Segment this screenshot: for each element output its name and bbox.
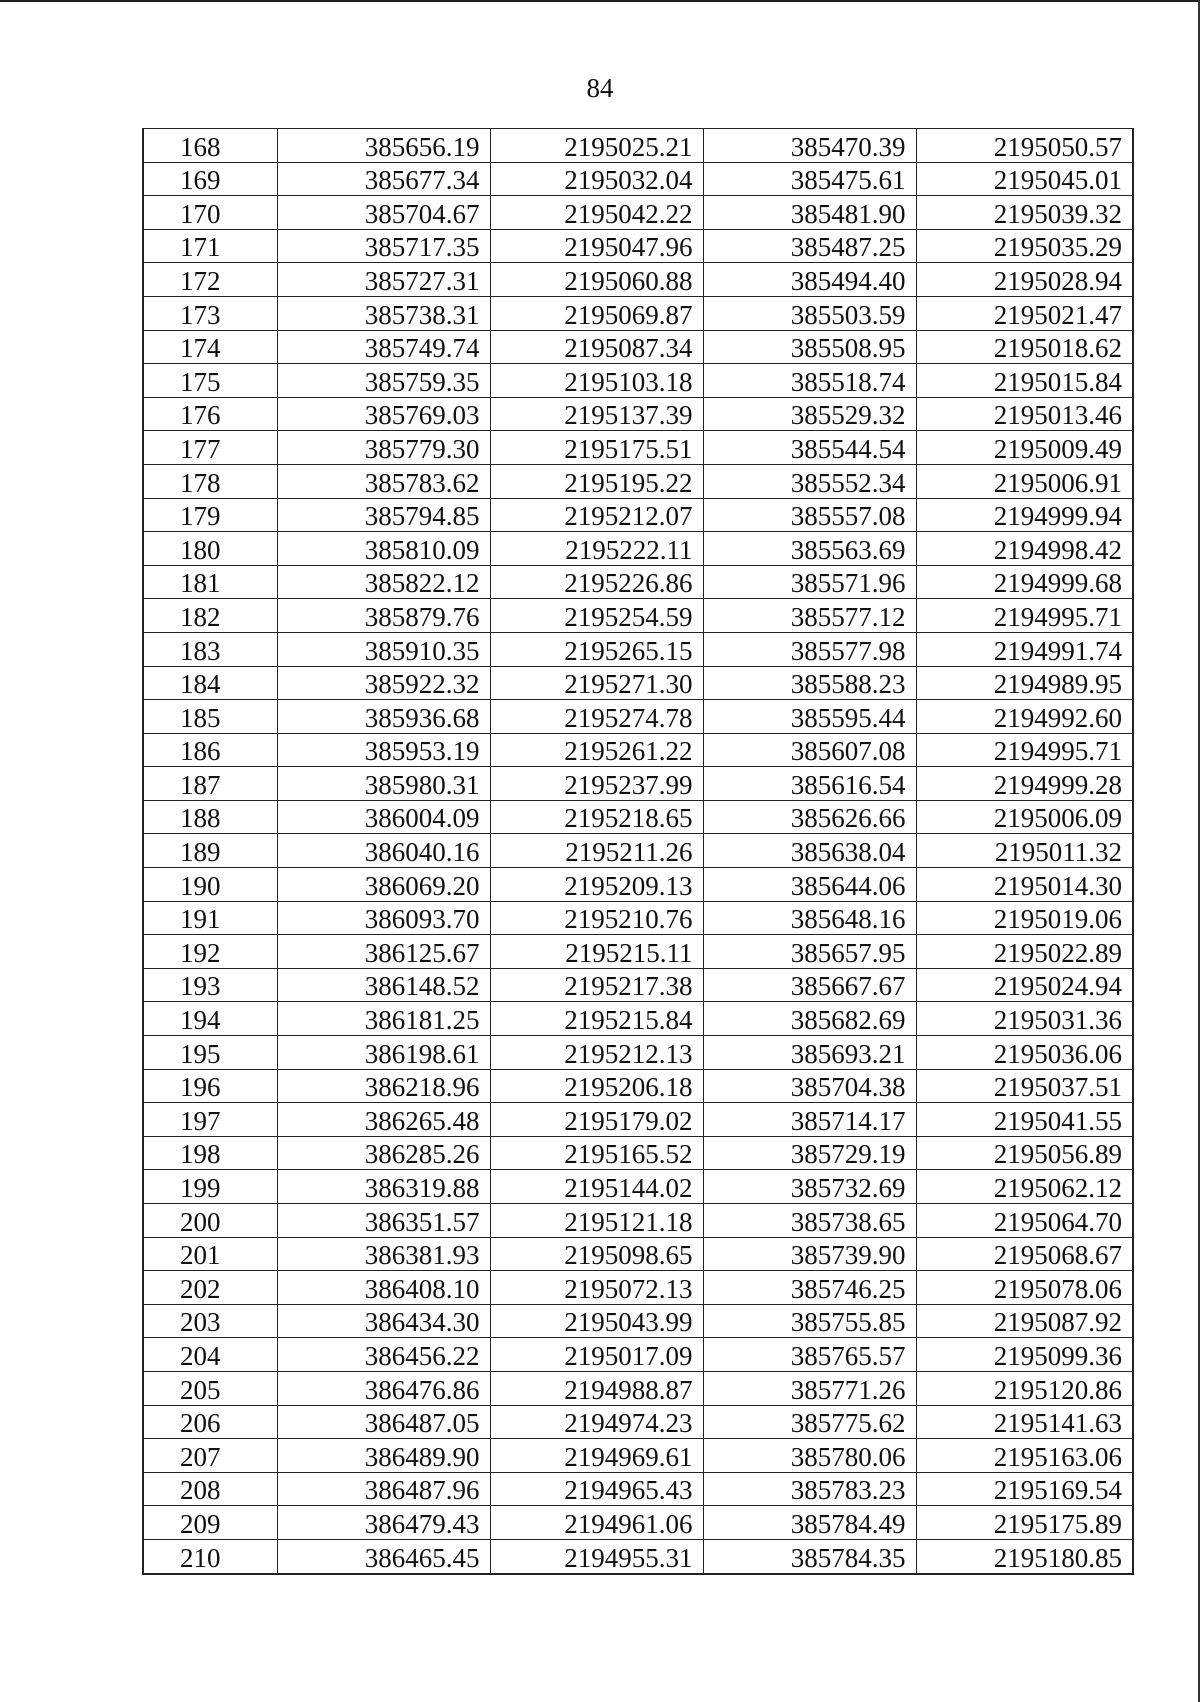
cell-point-number: 175: [143, 364, 277, 398]
table-row: [143, 868, 1133, 902]
coordinates-table: [142, 128, 1134, 1575]
cell-y2-coordinate: 2194995.71: [916, 599, 1133, 633]
cell-x1-coordinate: 385910.35: [277, 632, 490, 666]
cell-x2-coordinate: 385481.90: [703, 196, 916, 230]
cell-x2-coordinate: 385470.39: [703, 129, 916, 163]
cell-y2-coordinate: 2195018.62: [916, 330, 1133, 364]
table-row: [143, 431, 1133, 465]
cell-y1-coordinate: 2194988.87: [490, 1371, 703, 1405]
cell-y1-coordinate: 2195175.51: [490, 431, 703, 465]
cell-x2-coordinate: 385557.08: [703, 498, 916, 532]
cell-x2-coordinate: 385783.23: [703, 1472, 916, 1506]
cell-y2-coordinate: 2195087.92: [916, 1304, 1133, 1338]
table-row: [143, 229, 1133, 263]
cell-x2-coordinate: 385775.62: [703, 1405, 916, 1439]
cell-point-number: 192: [143, 935, 277, 969]
table-row: [143, 1271, 1133, 1305]
cell-y1-coordinate: 2195261.22: [490, 733, 703, 767]
cell-x2-coordinate: 385667.67: [703, 968, 916, 1002]
cell-x1-coordinate: 385822.12: [277, 565, 490, 599]
cell-y1-coordinate: 2195137.39: [490, 397, 703, 431]
cell-point-number: 194: [143, 1002, 277, 1036]
table-row: [143, 1439, 1133, 1473]
cell-point-number: 190: [143, 868, 277, 902]
table-row: [143, 464, 1133, 498]
cell-y1-coordinate: 2195212.13: [490, 1036, 703, 1070]
cell-x1-coordinate: 385656.19: [277, 129, 490, 163]
cell-y2-coordinate: 2195037.51: [916, 1069, 1133, 1103]
cell-x2-coordinate: 385552.34: [703, 464, 916, 498]
table-row: [143, 733, 1133, 767]
cell-y2-coordinate: 2195078.06: [916, 1271, 1133, 1305]
table-row: [143, 800, 1133, 834]
cell-y2-coordinate: 2195022.89: [916, 935, 1133, 969]
table-row: [143, 397, 1133, 431]
cell-y2-coordinate: 2195045.01: [916, 162, 1133, 196]
cell-x1-coordinate: 386093.70: [277, 901, 490, 935]
cell-y2-coordinate: 2195006.91: [916, 464, 1133, 498]
cell-x1-coordinate: 386218.96: [277, 1069, 490, 1103]
table-row: [143, 834, 1133, 868]
cell-x2-coordinate: 385780.06: [703, 1439, 916, 1473]
cell-point-number: 189: [143, 834, 277, 868]
cell-point-number: 199: [143, 1170, 277, 1204]
cell-x1-coordinate: 385704.67: [277, 196, 490, 230]
cell-y2-coordinate: 2195175.89: [916, 1506, 1133, 1540]
cell-x1-coordinate: 386489.90: [277, 1439, 490, 1473]
cell-y1-coordinate: 2195060.88: [490, 263, 703, 297]
cell-y2-coordinate: 2195163.06: [916, 1439, 1133, 1473]
cell-y2-coordinate: 2195031.36: [916, 1002, 1133, 1036]
cell-y1-coordinate: 2195218.65: [490, 800, 703, 834]
cell-x1-coordinate: 385738.31: [277, 296, 490, 330]
cell-x1-coordinate: 386198.61: [277, 1036, 490, 1070]
cell-x1-coordinate: 386476.86: [277, 1371, 490, 1405]
cell-y1-coordinate: 2195072.13: [490, 1271, 703, 1305]
cell-y1-coordinate: 2195047.96: [490, 229, 703, 263]
table-row: [143, 767, 1133, 801]
table-row: [143, 330, 1133, 364]
cell-x2-coordinate: 385577.98: [703, 632, 916, 666]
cell-x2-coordinate: 385714.17: [703, 1103, 916, 1137]
cell-x2-coordinate: 385607.08: [703, 733, 916, 767]
cell-y2-coordinate: 2195141.63: [916, 1405, 1133, 1439]
table-row: [143, 935, 1133, 969]
cell-y2-coordinate: 2195036.06: [916, 1036, 1133, 1070]
cell-x1-coordinate: 385936.68: [277, 700, 490, 734]
coordinates-table-body: [143, 129, 1133, 1574]
cell-point-number: 185: [143, 700, 277, 734]
cell-x1-coordinate: 386456.22: [277, 1338, 490, 1372]
cell-y2-coordinate: 2195024.94: [916, 968, 1133, 1002]
cell-point-number: 198: [143, 1136, 277, 1170]
cell-point-number: 179: [143, 498, 277, 532]
cell-x1-coordinate: 385922.32: [277, 666, 490, 700]
table-row: [143, 364, 1133, 398]
cell-point-number: 187: [143, 767, 277, 801]
cell-point-number: 210: [143, 1539, 277, 1573]
cell-y1-coordinate: 2195265.15: [490, 632, 703, 666]
cell-point-number: 205: [143, 1371, 277, 1405]
cell-y2-coordinate: 2195064.70: [916, 1204, 1133, 1238]
cell-point-number: 197: [143, 1103, 277, 1137]
cell-x1-coordinate: 385727.31: [277, 263, 490, 297]
cell-point-number: 203: [143, 1304, 277, 1338]
table-row: [143, 1204, 1133, 1238]
cell-x2-coordinate: 385765.57: [703, 1338, 916, 1372]
cell-point-number: 173: [143, 296, 277, 330]
cell-y1-coordinate: 2194955.31: [490, 1539, 703, 1573]
cell-y1-coordinate: 2195212.07: [490, 498, 703, 532]
cell-y1-coordinate: 2194965.43: [490, 1472, 703, 1506]
cell-point-number: 169: [143, 162, 277, 196]
table-row: [143, 498, 1133, 532]
cell-x1-coordinate: 385980.31: [277, 767, 490, 801]
cell-x1-coordinate: 386285.26: [277, 1136, 490, 1170]
cell-y1-coordinate: 2195032.04: [490, 162, 703, 196]
cell-x1-coordinate: 386465.45: [277, 1539, 490, 1573]
cell-x2-coordinate: 385518.74: [703, 364, 916, 398]
cell-x2-coordinate: 385577.12: [703, 599, 916, 633]
page-number: 84: [586, 73, 614, 103]
cell-y2-coordinate: 2195041.55: [916, 1103, 1133, 1137]
cell-y2-coordinate: 2195068.67: [916, 1237, 1133, 1271]
cell-point-number: 195: [143, 1036, 277, 1070]
cell-x2-coordinate: 385746.25: [703, 1271, 916, 1305]
cell-x2-coordinate: 385508.95: [703, 330, 916, 364]
table-row: [143, 1002, 1133, 1036]
cell-y1-coordinate: 2195211.26: [490, 834, 703, 868]
cell-y1-coordinate: 2195103.18: [490, 364, 703, 398]
table-row: [143, 1103, 1133, 1137]
cell-x1-coordinate: 385779.30: [277, 431, 490, 465]
cell-point-number: 176: [143, 397, 277, 431]
table-row: [143, 1237, 1133, 1271]
cell-y2-coordinate: 2195009.49: [916, 431, 1133, 465]
cell-x2-coordinate: 385682.69: [703, 1002, 916, 1036]
cell-x1-coordinate: 386148.52: [277, 968, 490, 1002]
cell-x2-coordinate: 385739.90: [703, 1237, 916, 1271]
table-row: [143, 1405, 1133, 1439]
table-row: [143, 1506, 1133, 1540]
cell-y1-coordinate: 2195271.30: [490, 666, 703, 700]
cell-y2-coordinate: 2195180.85: [916, 1539, 1133, 1573]
cell-x1-coordinate: 386265.48: [277, 1103, 490, 1137]
cell-point-number: 200: [143, 1204, 277, 1238]
cell-x2-coordinate: 385544.54: [703, 431, 916, 465]
table-row: [143, 700, 1133, 734]
cell-y2-coordinate: 2194989.95: [916, 666, 1133, 700]
cell-x1-coordinate: 386479.43: [277, 1506, 490, 1540]
cell-point-number: 177: [143, 431, 277, 465]
cell-y1-coordinate: 2195121.18: [490, 1204, 703, 1238]
cell-x1-coordinate: 386125.67: [277, 935, 490, 969]
table-row: [143, 1371, 1133, 1405]
table-row: [143, 129, 1133, 163]
cell-point-number: 170: [143, 196, 277, 230]
cell-x2-coordinate: 385784.49: [703, 1506, 916, 1540]
cell-x1-coordinate: 386408.10: [277, 1271, 490, 1305]
cell-x1-coordinate: 385953.19: [277, 733, 490, 767]
cell-y2-coordinate: 2195039.32: [916, 196, 1133, 230]
cell-x2-coordinate: 385644.06: [703, 868, 916, 902]
cell-y1-coordinate: 2195042.22: [490, 196, 703, 230]
cell-x2-coordinate: 385475.61: [703, 162, 916, 196]
cell-x2-coordinate: 385494.40: [703, 263, 916, 297]
cell-point-number: 202: [143, 1271, 277, 1305]
cell-x1-coordinate: 386434.30: [277, 1304, 490, 1338]
cell-point-number: 183: [143, 632, 277, 666]
cell-x2-coordinate: 385588.23: [703, 666, 916, 700]
cell-y1-coordinate: 2194961.06: [490, 1506, 703, 1540]
cell-y2-coordinate: 2194999.68: [916, 565, 1133, 599]
cell-point-number: 208: [143, 1472, 277, 1506]
cell-y1-coordinate: 2195217.38: [490, 968, 703, 1002]
cell-x1-coordinate: 386181.25: [277, 1002, 490, 1036]
cell-point-number: 209: [143, 1506, 277, 1540]
cell-x2-coordinate: 385487.25: [703, 229, 916, 263]
cell-y2-coordinate: 2195028.94: [916, 263, 1133, 297]
table-row: [143, 1304, 1133, 1338]
cell-x2-coordinate: 385529.32: [703, 397, 916, 431]
cell-y1-coordinate: 2194969.61: [490, 1439, 703, 1473]
cell-x1-coordinate: 386487.05: [277, 1405, 490, 1439]
cell-y1-coordinate: 2195025.21: [490, 129, 703, 163]
cell-y1-coordinate: 2195043.99: [490, 1304, 703, 1338]
cell-y2-coordinate: 2194995.71: [916, 733, 1133, 767]
cell-x1-coordinate: 386381.93: [277, 1237, 490, 1271]
cell-y2-coordinate: 2195015.84: [916, 364, 1133, 398]
cell-point-number: 168: [143, 129, 277, 163]
cell-point-number: 196: [143, 1069, 277, 1103]
table-row: [143, 666, 1133, 700]
table-row: [143, 632, 1133, 666]
table-row: [143, 1539, 1133, 1573]
cell-y1-coordinate: 2195195.22: [490, 464, 703, 498]
cell-y1-coordinate: 2195222.11: [490, 532, 703, 566]
cell-y1-coordinate: 2195165.52: [490, 1136, 703, 1170]
cell-x1-coordinate: 385783.62: [277, 464, 490, 498]
cell-point-number: 204: [143, 1338, 277, 1372]
cell-y2-coordinate: 2194991.74: [916, 632, 1133, 666]
cell-x2-coordinate: 385704.38: [703, 1069, 916, 1103]
cell-y1-coordinate: 2195226.86: [490, 565, 703, 599]
cell-y1-coordinate: 2195179.02: [490, 1103, 703, 1137]
table-row: [143, 1136, 1133, 1170]
cell-x2-coordinate: 385571.96: [703, 565, 916, 599]
cell-x1-coordinate: 386069.20: [277, 868, 490, 902]
cell-x1-coordinate: 385749.74: [277, 330, 490, 364]
cell-x1-coordinate: 386319.88: [277, 1170, 490, 1204]
cell-y1-coordinate: 2195069.87: [490, 296, 703, 330]
cell-y2-coordinate: 2194998.42: [916, 532, 1133, 566]
cell-x2-coordinate: 385563.69: [703, 532, 916, 566]
cell-y2-coordinate: 2195099.36: [916, 1338, 1133, 1372]
cell-point-number: 182: [143, 599, 277, 633]
cell-x1-coordinate: 385769.03: [277, 397, 490, 431]
table-row: [143, 162, 1133, 196]
cell-x1-coordinate: 385759.35: [277, 364, 490, 398]
cell-y2-coordinate: 2194999.94: [916, 498, 1133, 532]
cell-x2-coordinate: 385784.35: [703, 1539, 916, 1573]
cell-y1-coordinate: 2195017.09: [490, 1338, 703, 1372]
cell-y1-coordinate: 2194974.23: [490, 1405, 703, 1439]
table-row: [143, 565, 1133, 599]
cell-y2-coordinate: 2195035.29: [916, 229, 1133, 263]
cell-y1-coordinate: 2195237.99: [490, 767, 703, 801]
cell-y2-coordinate: 2195021.47: [916, 296, 1133, 330]
cell-point-number: 181: [143, 565, 277, 599]
cell-y2-coordinate: 2195050.57: [916, 129, 1133, 163]
cell-y2-coordinate: 2195014.30: [916, 868, 1133, 902]
cell-y1-coordinate: 2195144.02: [490, 1170, 703, 1204]
table-row: [143, 263, 1133, 297]
cell-y2-coordinate: 2195011.32: [916, 834, 1133, 868]
cell-y1-coordinate: 2195209.13: [490, 868, 703, 902]
cell-x2-coordinate: 385732.69: [703, 1170, 916, 1204]
cell-y2-coordinate: 2195120.86: [916, 1371, 1133, 1405]
cell-x1-coordinate: 386004.09: [277, 800, 490, 834]
cell-point-number: 186: [143, 733, 277, 767]
cell-point-number: 207: [143, 1439, 277, 1473]
cell-point-number: 206: [143, 1405, 277, 1439]
cell-y2-coordinate: 2195056.89: [916, 1136, 1133, 1170]
cell-x1-coordinate: 385794.85: [277, 498, 490, 532]
cell-y2-coordinate: 2195006.09: [916, 800, 1133, 834]
cell-x2-coordinate: 385755.85: [703, 1304, 916, 1338]
cell-x2-coordinate: 385626.66: [703, 800, 916, 834]
cell-x2-coordinate: 385657.95: [703, 935, 916, 969]
table-row: [143, 1036, 1133, 1070]
cell-point-number: 188: [143, 800, 277, 834]
table-row: [143, 901, 1133, 935]
cell-y1-coordinate: 2195098.65: [490, 1237, 703, 1271]
table-row: [143, 968, 1133, 1002]
cell-point-number: 184: [143, 666, 277, 700]
cell-point-number: 172: [143, 263, 277, 297]
cell-y1-coordinate: 2195215.84: [490, 1002, 703, 1036]
table-row: [143, 296, 1133, 330]
cell-x1-coordinate: 385810.09: [277, 532, 490, 566]
coordinates-table-container: [142, 128, 1132, 1575]
cell-x2-coordinate: 385693.21: [703, 1036, 916, 1070]
cell-x2-coordinate: 385638.04: [703, 834, 916, 868]
cell-point-number: 201: [143, 1237, 277, 1271]
cell-y1-coordinate: 2195274.78: [490, 700, 703, 734]
cell-y2-coordinate: 2194999.28: [916, 767, 1133, 801]
page-top-edge: [0, 0, 1200, 2]
cell-point-number: 178: [143, 464, 277, 498]
cell-y2-coordinate: 2195062.12: [916, 1170, 1133, 1204]
cell-point-number: 193: [143, 968, 277, 1002]
cell-y2-coordinate: 2195013.46: [916, 397, 1133, 431]
cell-x1-coordinate: 386351.57: [277, 1204, 490, 1238]
cell-y1-coordinate: 2195254.59: [490, 599, 703, 633]
table-row: [143, 1069, 1133, 1103]
cell-point-number: 180: [143, 532, 277, 566]
table-row: [143, 1170, 1133, 1204]
cell-x2-coordinate: 385738.65: [703, 1204, 916, 1238]
cell-x1-coordinate: 385879.76: [277, 599, 490, 633]
cell-x1-coordinate: 385717.35: [277, 229, 490, 263]
cell-x2-coordinate: 385503.59: [703, 296, 916, 330]
table-row: [143, 1472, 1133, 1506]
cell-point-number: 171: [143, 229, 277, 263]
cell-x2-coordinate: 385595.44: [703, 700, 916, 734]
cell-x1-coordinate: 386040.16: [277, 834, 490, 868]
cell-x2-coordinate: 385771.26: [703, 1371, 916, 1405]
table-row: [143, 599, 1133, 633]
cell-point-number: 191: [143, 901, 277, 935]
table-row: [143, 532, 1133, 566]
cell-point-number: 174: [143, 330, 277, 364]
cell-y1-coordinate: 2195215.11: [490, 935, 703, 969]
cell-y2-coordinate: 2195019.06: [916, 901, 1133, 935]
cell-x2-coordinate: 385729.19: [703, 1136, 916, 1170]
cell-y2-coordinate: 2195169.54: [916, 1472, 1133, 1506]
table-row: [143, 196, 1133, 230]
cell-y2-coordinate: 2194992.60: [916, 700, 1133, 734]
cell-x2-coordinate: 385648.16: [703, 901, 916, 935]
table-row: [143, 1338, 1133, 1372]
cell-y1-coordinate: 2195210.76: [490, 901, 703, 935]
cell-y1-coordinate: 2195206.18: [490, 1069, 703, 1103]
cell-y1-coordinate: 2195087.34: [490, 330, 703, 364]
cell-x2-coordinate: 385616.54: [703, 767, 916, 801]
cell-x1-coordinate: 386487.96: [277, 1472, 490, 1506]
cell-x1-coordinate: 385677.34: [277, 162, 490, 196]
